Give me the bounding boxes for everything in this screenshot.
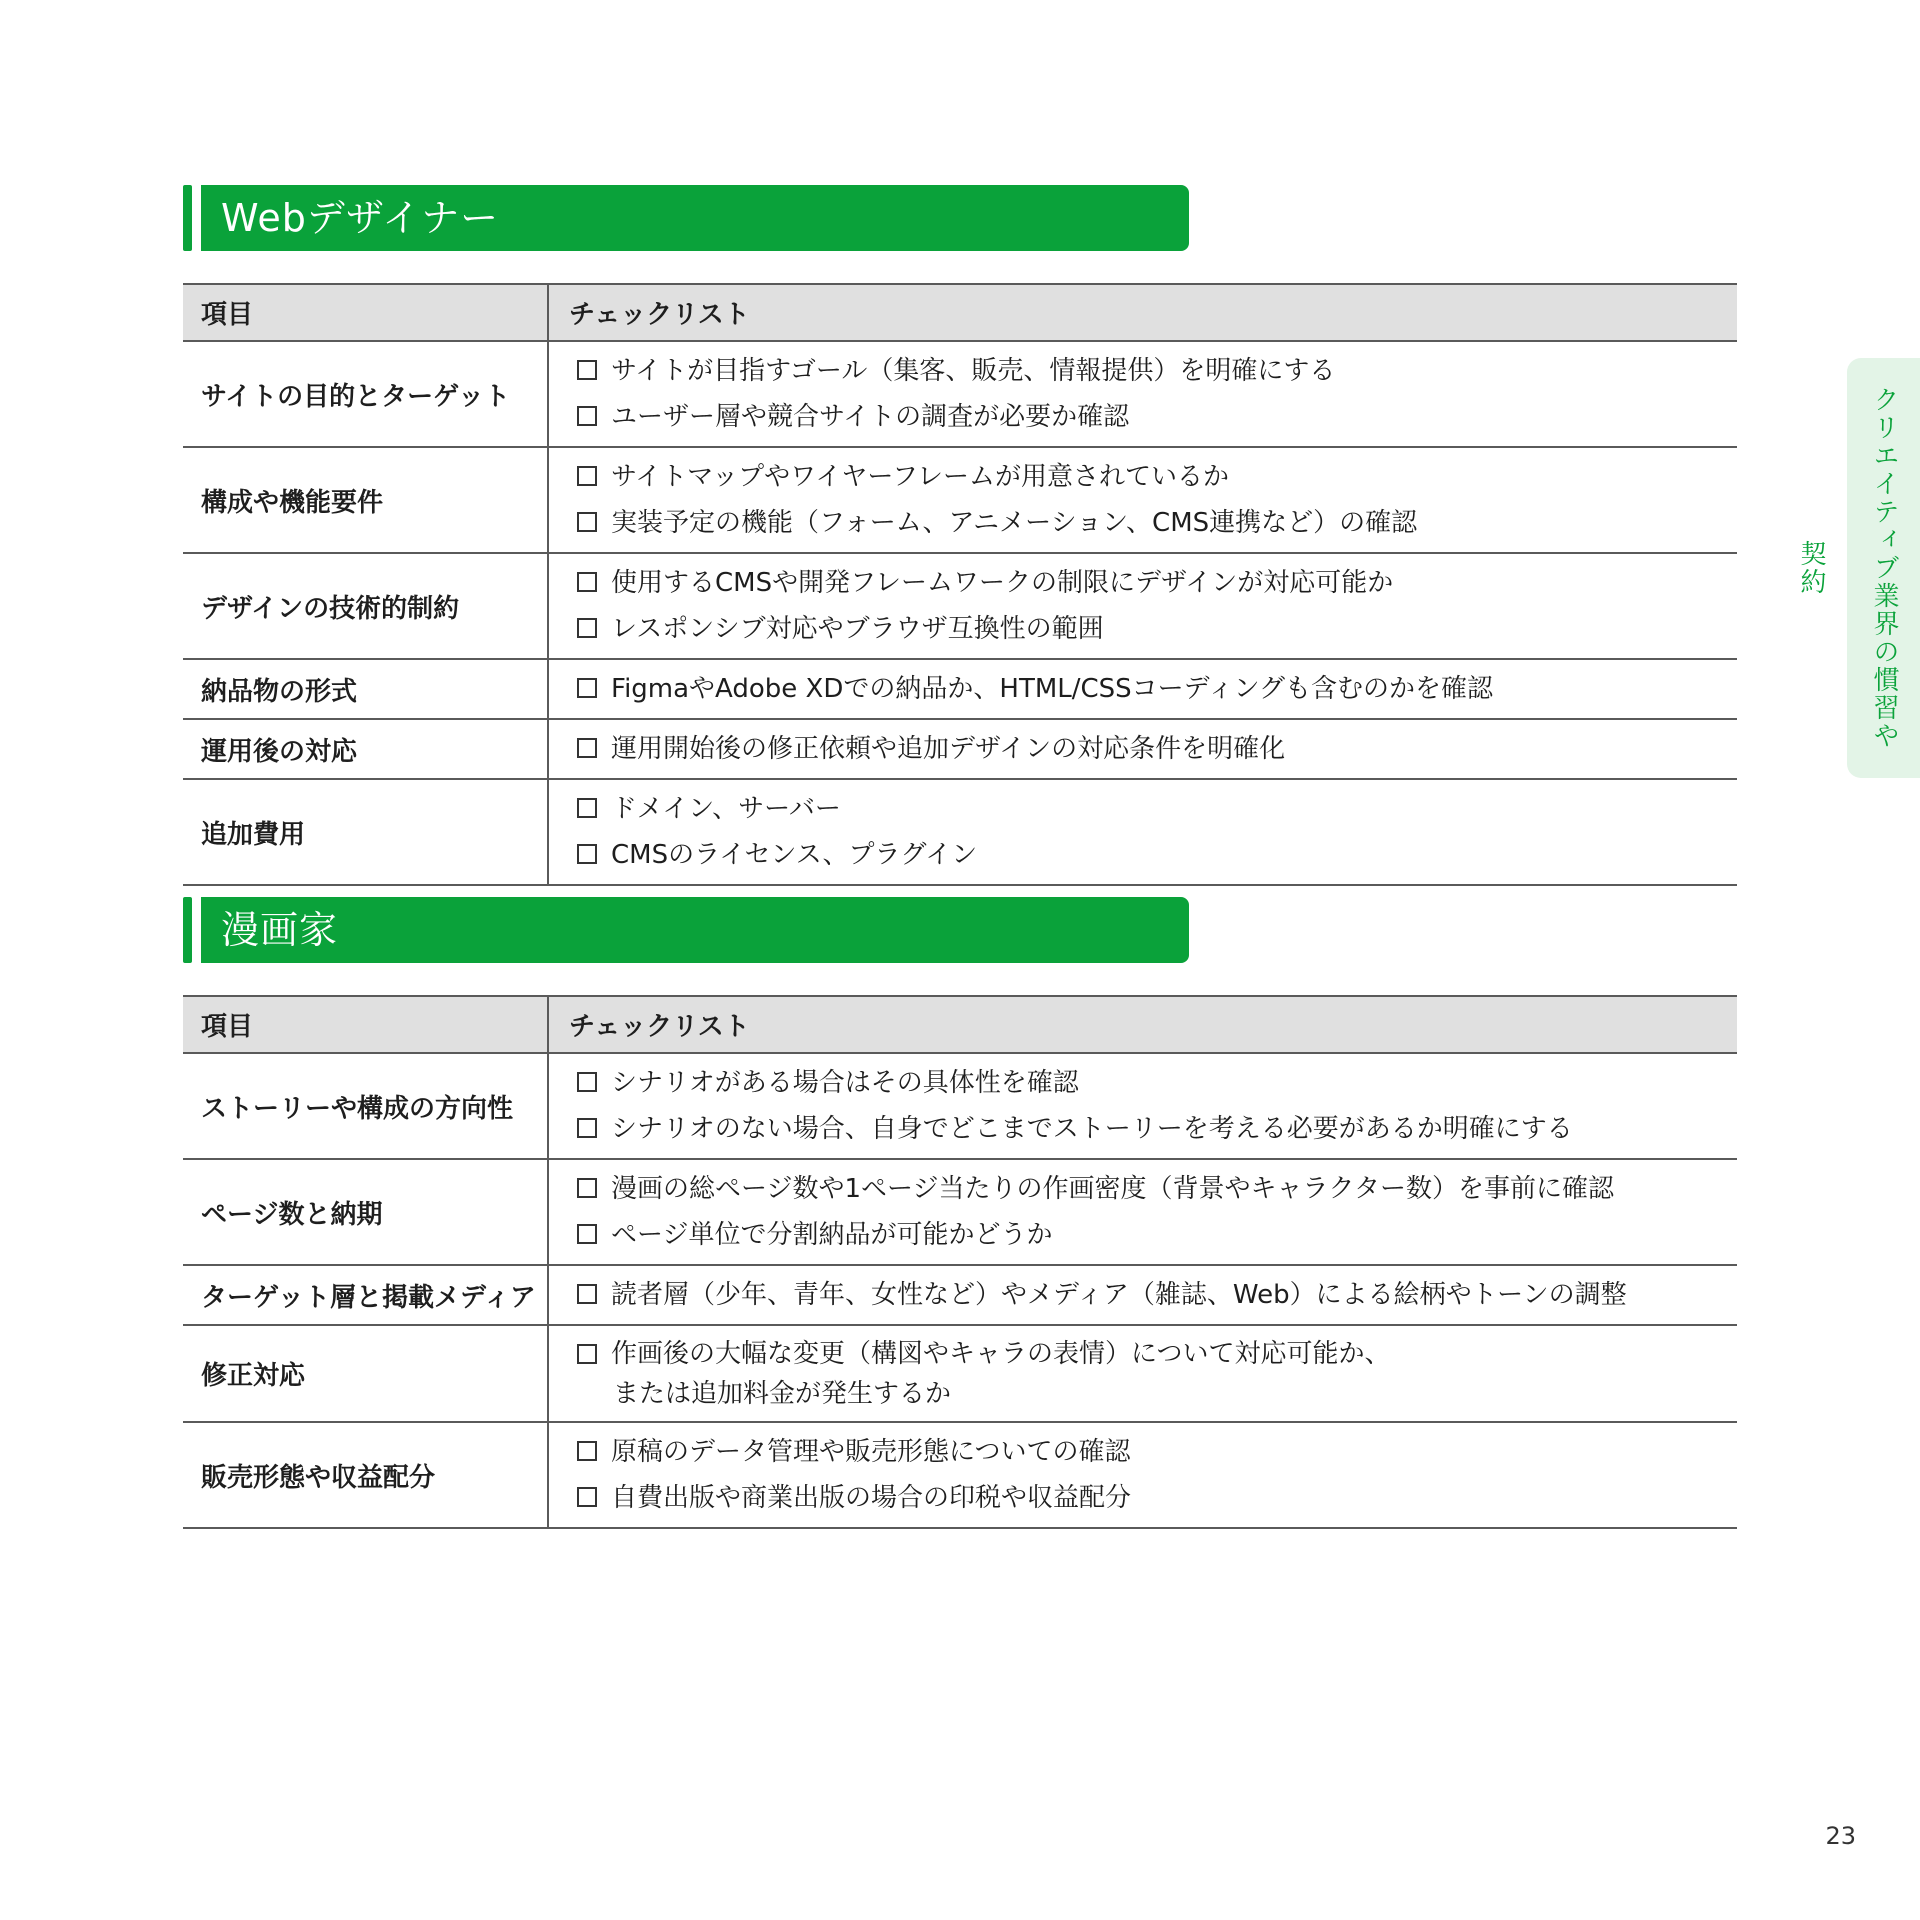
- section-header-manga-artist: [183, 897, 1189, 963]
- check-text: 自費出版や商業出版の場合の印税や収益配分: [611, 1483, 1132, 1513]
- row-checks: [548, 341, 1737, 447]
- check-line: [577, 1272, 1737, 1318]
- table-row: [183, 659, 1737, 719]
- check-text: サイトマップやワイヤーフレームが用意されているか: [611, 462, 1230, 492]
- manga-artist-checklist-table: [183, 995, 1737, 1529]
- check-text: 使用するCMSや開発フレームワークの制限にデザインが対応可能か: [611, 568, 1394, 598]
- header-item: 項目: [183, 284, 548, 341]
- table-row: [183, 553, 1737, 659]
- row-checks: [548, 1422, 1737, 1528]
- chapter-side-tab[interactable]: [1796, 358, 1920, 778]
- section-title: Webデザイナー: [201, 185, 1189, 251]
- row-item: ストーリーや構成の方向性: [183, 1053, 548, 1159]
- checkbox-icon[interactable]: [577, 844, 597, 864]
- checkbox-icon[interactable]: [577, 1487, 597, 1507]
- check-text-continuation: または追加料金が発生するか: [613, 1378, 952, 1409]
- check-text: 運用開始後の修正依頼や追加デザインの対応条件を明確化: [611, 734, 1286, 764]
- table-header-row: [183, 996, 1737, 1053]
- check-text: 作画後の大幅な変更（構図やキャラの表情）について対応可能か、: [611, 1338, 1391, 1369]
- check-line: [577, 1334, 1737, 1374]
- row-checks: [548, 779, 1737, 885]
- row-checks: [548, 719, 1737, 779]
- row-item: 納品物の形式: [183, 659, 548, 719]
- checkbox-icon[interactable]: [577, 678, 597, 698]
- table-row: [183, 341, 1737, 447]
- section-header-web-designer: [183, 185, 1189, 251]
- row-item: サイトの目的とターゲット: [183, 341, 548, 447]
- row-item: 修正対応: [183, 1325, 548, 1422]
- checkbox-icon[interactable]: [577, 1072, 597, 1092]
- row-item: ターゲット層と掲載メディア: [183, 1265, 548, 1325]
- checkbox-icon[interactable]: [577, 738, 597, 758]
- check-line: [577, 606, 1737, 652]
- check-text: 読者層（少年、青年、女性など）やメディア（雑誌、Web）による絵柄やトーンの調整: [611, 1280, 1627, 1310]
- checkbox-icon[interactable]: [577, 1118, 597, 1138]
- header-checklist: チェックリスト: [548, 996, 1737, 1053]
- check-line: [577, 1060, 1737, 1106]
- row-checks: [548, 1265, 1737, 1325]
- check-text: ページ単位で分割納品が可能かどうか: [611, 1220, 1053, 1250]
- row-checks: [548, 1159, 1737, 1265]
- check-line: [577, 1212, 1737, 1258]
- accent-bar: [183, 185, 192, 251]
- checkbox-icon[interactable]: [577, 572, 597, 592]
- header-item: 項目: [183, 996, 548, 1053]
- row-checks: [548, 1325, 1737, 1422]
- check-line: [577, 786, 1737, 832]
- table-row: [183, 1053, 1737, 1159]
- check-line: [577, 1475, 1737, 1521]
- check-line: [577, 454, 1737, 500]
- table-row: [183, 1422, 1737, 1528]
- checkbox-icon[interactable]: [577, 1224, 597, 1244]
- table-row: [183, 447, 1737, 553]
- table-row: [183, 779, 1737, 885]
- check-text: 実装予定の機能（フォーム、アニメーション、CMS連携など）の確認: [611, 508, 1418, 538]
- check-line: [577, 726, 1737, 772]
- checkbox-icon[interactable]: [577, 1284, 597, 1304]
- check-text: シナリオのない場合、自身でどこまでストーリーを考える必要があるか明確にする: [611, 1114, 1573, 1144]
- row-item: 追加費用: [183, 779, 548, 885]
- row-checks: [548, 1053, 1737, 1159]
- row-checks: [548, 659, 1737, 719]
- check-text: CMSのライセンス、プラグイン: [611, 840, 978, 870]
- checkbox-icon[interactable]: [577, 798, 597, 818]
- web-designer-checklist-table: [183, 283, 1737, 886]
- check-line: [577, 394, 1737, 440]
- check-line: [577, 1429, 1737, 1475]
- check-text: シナリオがある場合はその具体性を確認: [611, 1068, 1079, 1098]
- table-row: [183, 1159, 1737, 1265]
- table-row: [183, 1325, 1737, 1422]
- checkbox-icon[interactable]: [577, 512, 597, 532]
- check-text: ドメイン、サーバー: [611, 794, 841, 824]
- check-line: [577, 560, 1737, 606]
- row-item: 販売形態や収益配分: [183, 1422, 548, 1528]
- section-title: 漫画家: [201, 897, 1189, 963]
- check-line: [577, 348, 1737, 394]
- check-text: FigmaやAdobe XDでの納品か、HTML/CSSコーディングも含むのかを確認: [611, 674, 1494, 704]
- check-text: ユーザー層や競合サイトの調査が必要か確認: [611, 402, 1130, 432]
- check-line: [577, 500, 1737, 546]
- check-line: [577, 832, 1737, 878]
- check-text: 漫画の総ページ数や1ページ当たりの作画密度（背景やキャラクター数）を事前に確認: [611, 1174, 1614, 1204]
- page-number: 23: [1825, 1822, 1856, 1850]
- table-row: [183, 1265, 1737, 1325]
- check-text: レスポンシブ対応やブラウザ互換性の範囲: [611, 614, 1104, 644]
- checkbox-icon[interactable]: [577, 618, 597, 638]
- accent-bar: [183, 897, 192, 963]
- check-line: [577, 666, 1737, 712]
- table-header-row: [183, 284, 1737, 341]
- header-checklist: チェックリスト: [548, 284, 1737, 341]
- row-checks: [548, 447, 1737, 553]
- row-item: 構成や機能要件: [183, 447, 548, 553]
- check-line: [577, 1106, 1737, 1152]
- row-item: ページ数と納期: [183, 1159, 548, 1265]
- check-text: 原稿のデータ管理や販売形態についての確認: [611, 1437, 1131, 1467]
- side-tab-label: クリエイティブ業界の慣習や契約: [1796, 386, 1899, 750]
- table-row: [183, 719, 1737, 779]
- checkbox-icon[interactable]: [577, 466, 597, 486]
- check-text: サイトが目指すゴール（集客、販売、情報提供）を明確にする: [611, 356, 1336, 386]
- checkbox-icon[interactable]: [577, 406, 597, 426]
- checkbox-icon[interactable]: [577, 360, 597, 380]
- checkbox-icon[interactable]: [577, 1441, 597, 1461]
- row-checks: [548, 553, 1737, 659]
- check-line: [577, 1166, 1737, 1212]
- checkbox-icon[interactable]: [577, 1344, 597, 1364]
- row-item: 運用後の対応: [183, 719, 548, 779]
- row-item: デザインの技術的制約: [183, 553, 548, 659]
- checkbox-icon[interactable]: [577, 1178, 597, 1198]
